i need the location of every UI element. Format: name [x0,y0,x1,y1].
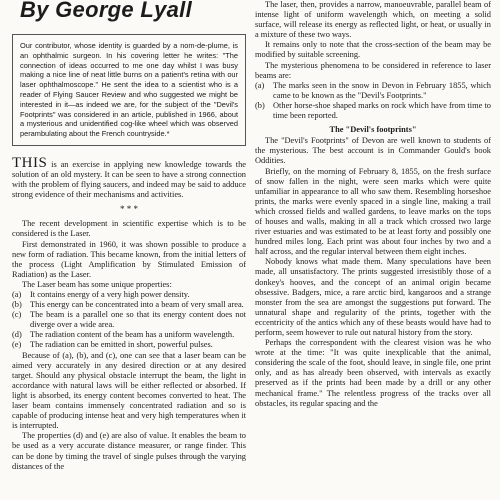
paragraph: It remains only to note that the cross-section of the beam may be modified by suitable screening. [255,40,491,60]
property-list [12,290,246,351]
list-item [255,81,491,101]
paragraph: The recent development in scientific expertise which is to be considered is the Laser. [12,219,246,239]
paragraph: The laser, then, provides a narrow, manoeuvrable, parallel beam of intense light of uniform wavelength which, on meeting a solid surface, will release its energy as reflected light, or heat, or usually in a mixture of these two ways. [255,0,491,40]
intro-box: Our contributor, whose identity is guarded by a nom-de-plume, is an ophthalmic surgeon. In his covering letter he writes: "The connection of ideas occurred to me one day whilst I was busy making a nice line of neat little burns on a patient's retina with our laser ophthalmoscope." He sent the idea to a scientist who is a reader of Flying Saucer Review and who suggested we might be interested in it—as indeed we are, for the subject of the "Devil's Footprints" was considered in an article, published in 1966, about a mysterious and unidentified cog-like wheel which was observed perambulating about the French countryside.* [12,34,246,146]
paragraph: Nobody knows what made them. Many speculations have been made, all unsatisfactory. The prints suggested irresistibly those of a donkey's hooves, and the concept of an animal origin became obsessive. Badgers, mice, a rare arctic bird, kangaroos and a strange monster from the sea are amongst the suggestions put forward. The unnatural shape and regularity of the prints, together with the eccentricity of the antics which any of these beasts would have had to perform, seem however to rule out natural history from the story. [255,257,491,337]
list-text: The beam is a parallel one so that its energy content does not diverge over a wide area. [30,310,246,330]
opening-text: is an exercise in applying new knowledge towards the solution of an old mystery. It can be seen to have a strong connection with the problem of flying saucers, and indeed may be said to adduce strong evidence of their mechanisms and activities. [12,159,246,200]
list-text: It contains energy of a very high power density. [30,290,190,299]
paragraph: The "Devil's Footprints" of Devon are well known to students of the mysterious. The best account is in Commander Gould's book Oddities. [255,136,491,166]
section-separator: * * * [120,204,138,215]
list-label: (d) [12,330,22,340]
list-text: The marks seen in the snow in Devon in February 1855, which came to be known as the "Devil's Footprints." [273,80,491,100]
paragraph: Briefly, on the morning of February 8, 1855, on the fresh surface of snow fallen in the night, were seen marks which were quite unfamiliar in appearance to all who saw them. Resembling horseshoe prints, the marks were evenly spaced in a single line, making a trail which crossed fields and walled gardens, to leave marks on the tops of houses and walls, making in all a track which crossed two large river estuaries and was estimated to be at least forty and possibly one hundred miles long. Each print was about four inches by two and a half across, and the regular interval between them eight inches. [255,166,491,257]
list-item [12,330,246,340]
list-label: (a) [12,290,22,299]
section-heading: The "Devil's footprints" [329,125,417,135]
paragraph: First demonstrated in 1960, it was shown possible to produce a new form of radiation. This became known, from the initial letters of the process (Light Amplification by Stimulated Emission of Radiation) as the Laser. [12,239,246,279]
list-label: (e) [12,340,22,350]
list-item [12,340,246,350]
paragraph: Perhaps the correspondent with the clearest vision was he who wrote at the time: "It was quite inexplicable that the animal, considering the scale of the foot, should leave, in single file, one print only, and as has already been observed, with intervals as exactly preserved as if the prints had been made by a drill or any other mechanical frame." The relentless progress of the tracks over all obstacles, its regular spacing and the [255,338,491,408]
left-column [12,0,246,472]
list-item [12,300,246,310]
list-item [12,290,246,300]
phenomena-list [255,81,491,121]
right-column [255,0,491,409]
list-item [12,310,246,330]
list-text: Other horse-shoe shaped marks on rock which have from time to time been reported. [273,100,491,121]
byline: By George Lyall [20,0,193,22]
list-text: The radiation content of the beam has a uniform wavelength. [30,330,235,340]
list-label: (b) [12,300,22,310]
paragraph: Because of (a), (b), and (c), one can see that a laser beam can be aimed very accurately in any desired direction or at any desired target. Should any physical obstacle interrupt the beam, the light in accordance with natural laws will be either reflected or absorbed. If light is absorbed, its energy content becomes converted to heat. The laser beam contains immensely concentrated radiation and so is capable of producing intense heat and very high temperatures when it is interrupted. [12,350,246,431]
dropcap: THIS [12,154,48,171]
list-label: (c) [12,310,22,320]
list-item [255,101,491,121]
list-label: (b) [255,100,265,110]
paragraph: The properties (d) and (e) are also of value. It enables the beam to be used as a very accurate distance measurer, or range finder. This can be done by timing the travel of single pulses through the varying distances of the [12,431,246,471]
list-label: (a) [255,80,265,90]
list-text: The radiation can be emitted in short, powerful pulses. [30,340,213,350]
list-text: This energy can be concentrated into a beam of very small area. [30,300,244,310]
paragraph: The Laser beam has some unique properties: [22,279,172,289]
paragraph: The mysterious phenomena to be considered in reference to laser beams are: [255,60,491,80]
opening-paragraph [12,154,246,200]
